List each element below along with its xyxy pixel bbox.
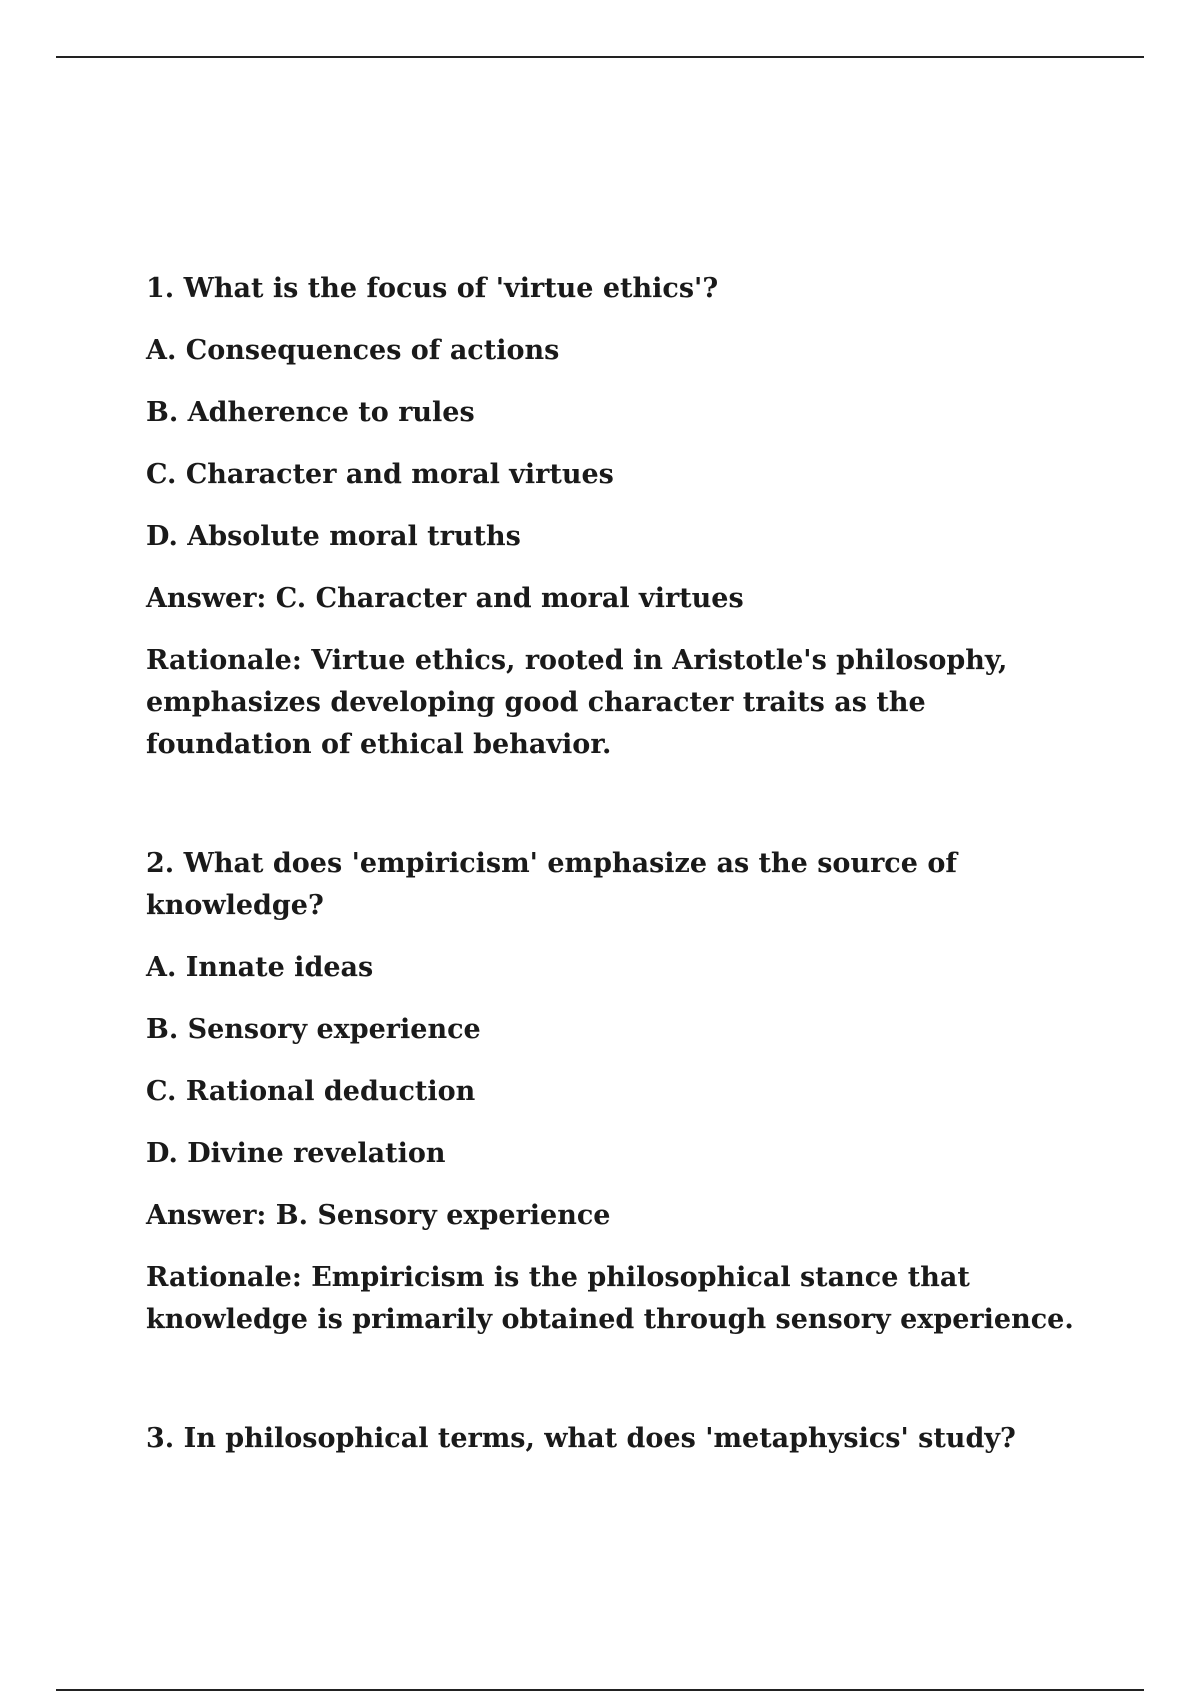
option-a: A. Innate ideas bbox=[146, 952, 374, 983]
bottom-rule bbox=[56, 1689, 1144, 1691]
option-a: A. Consequences of actions bbox=[146, 335, 560, 366]
option-b: B. Sensory experience bbox=[146, 1014, 481, 1045]
question-text: 2. What does 'empiricism' emphasize as the source of knowledge? bbox=[146, 848, 967, 921]
document-body bbox=[146, 268, 1086, 1537]
question-text: 1. What is the focus of 'virtue ethics'? bbox=[146, 273, 719, 304]
question-1 bbox=[146, 268, 1086, 766]
answer-text: Answer: C. Character and moral virtues bbox=[146, 583, 744, 614]
rationale-text: Rationale: Virtue ethics, rooted in Aristotle's philosophy, emphasizes developing good character traits as the foundation of ethical behavior. bbox=[146, 645, 1017, 760]
rationale-text: Rationale: Empiricism is the philosophical stance that knowledge is primarily obtained through sensory experience. bbox=[146, 1262, 1074, 1335]
option-b: B. Adherence to rules bbox=[146, 397, 475, 428]
option-c: C. Character and moral virtues bbox=[146, 459, 614, 490]
option-c: C. Rational deduction bbox=[146, 1076, 476, 1107]
answer-text: Answer: B. Sensory experience bbox=[146, 1200, 611, 1231]
question-2 bbox=[146, 843, 1086, 1341]
option-d: D. Divine revelation bbox=[146, 1138, 446, 1169]
option-d: D. Absolute moral truths bbox=[146, 521, 521, 552]
top-rule bbox=[56, 56, 1144, 58]
question-3 bbox=[146, 1418, 1086, 1460]
question-text: 3. In philosophical terms, what does 'metaphysics' study? bbox=[146, 1423, 1016, 1454]
